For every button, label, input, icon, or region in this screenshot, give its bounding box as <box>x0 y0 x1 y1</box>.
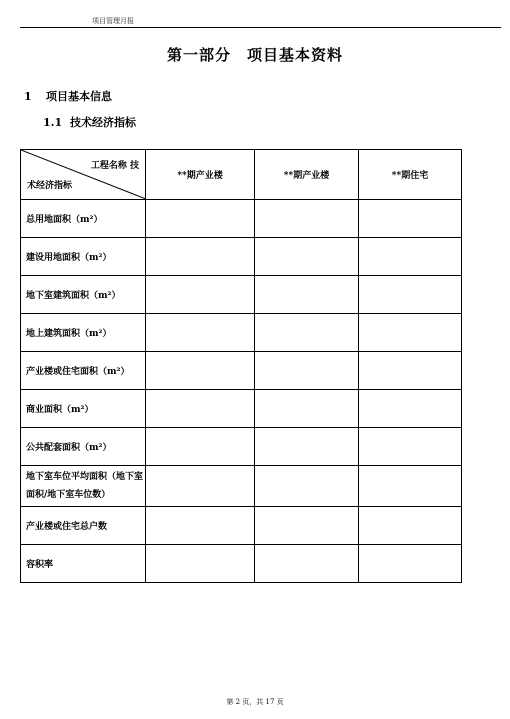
table-row <box>21 276 462 314</box>
value-cell[interactable] <box>359 545 462 583</box>
table-row <box>21 314 462 352</box>
table-row <box>21 545 462 583</box>
value-cell[interactable] <box>359 466 462 507</box>
value-cell[interactable] <box>359 314 462 352</box>
table-row <box>21 238 462 276</box>
part-title: 第一部分 项目基本资料 <box>166 46 343 64</box>
value-cell[interactable] <box>255 238 359 276</box>
value-cell[interactable] <box>255 466 359 507</box>
diagonal-corner-cell <box>21 150 146 200</box>
row-label: 产业楼或住宅总户数 <box>21 507 146 545</box>
value-cell[interactable] <box>255 545 359 583</box>
row-label: 地下室车位平均面积（地下室面积/地下室车位数） <box>21 466 146 507</box>
value-cell[interactable] <box>255 507 359 545</box>
value-cell[interactable] <box>146 200 255 238</box>
value-cell[interactable] <box>146 276 255 314</box>
indicator-table <box>20 149 462 583</box>
value-cell[interactable] <box>255 390 359 428</box>
value-cell[interactable] <box>146 314 255 352</box>
row-label: 地上建筑面积（m²） <box>21 314 146 352</box>
table-row <box>21 428 462 466</box>
section-number: 1 <box>24 90 32 103</box>
table-row <box>21 507 462 545</box>
corner-label-bottom: 术经济指标 <box>27 181 73 191</box>
value-cell[interactable] <box>359 390 462 428</box>
row-label: 产业楼或住宅面积（m²） <box>21 352 146 390</box>
running-header: 项目管理月报 <box>92 17 134 25</box>
value-cell[interactable] <box>146 466 255 507</box>
section-heading-1-1 <box>43 114 136 130</box>
value-cell[interactable] <box>146 352 255 390</box>
value-cell[interactable] <box>359 200 462 238</box>
value-cell[interactable] <box>146 545 255 583</box>
row-label: 建设用地面积（m²） <box>21 238 146 276</box>
row-label: 商业面积（m²） <box>21 390 146 428</box>
value-cell[interactable] <box>146 390 255 428</box>
value-cell[interactable] <box>359 276 462 314</box>
subsection-title: 技术经济指标 <box>70 116 136 129</box>
value-cell[interactable] <box>359 352 462 390</box>
table-header-row <box>21 150 462 200</box>
value-cell[interactable] <box>146 507 255 545</box>
column-header: **期产业楼 <box>146 150 255 200</box>
header-rule <box>20 27 501 28</box>
value-cell[interactable] <box>255 276 359 314</box>
column-header: **期住宅 <box>359 150 462 200</box>
value-cell[interactable] <box>359 507 462 545</box>
row-label: 公共配套面积（m²） <box>21 428 146 466</box>
section-title: 项目基本信息 <box>46 90 112 103</box>
value-cell[interactable] <box>255 200 359 238</box>
value-cell[interactable] <box>255 314 359 352</box>
table-row <box>21 390 462 428</box>
table-row <box>21 200 462 238</box>
subsection-number: 1.1 <box>43 116 63 129</box>
value-cell[interactable] <box>359 428 462 466</box>
row-label: 地下室建筑面积（m²） <box>21 276 146 314</box>
section-heading-1 <box>24 88 112 104</box>
value-cell[interactable] <box>255 352 359 390</box>
column-header: **期产业楼 <box>255 150 359 200</box>
page-footer: 第 2 页，共 17 页 <box>226 698 284 706</box>
table-row <box>21 466 462 507</box>
table-row <box>21 352 462 390</box>
value-cell[interactable] <box>146 238 255 276</box>
row-label: 容积率 <box>21 545 146 583</box>
value-cell[interactable] <box>146 428 255 466</box>
corner-label-top: 工程名称 技 <box>90 161 139 171</box>
value-cell[interactable] <box>255 428 359 466</box>
value-cell[interactable] <box>359 238 462 276</box>
row-label: 总用地面积（m²） <box>21 200 146 238</box>
